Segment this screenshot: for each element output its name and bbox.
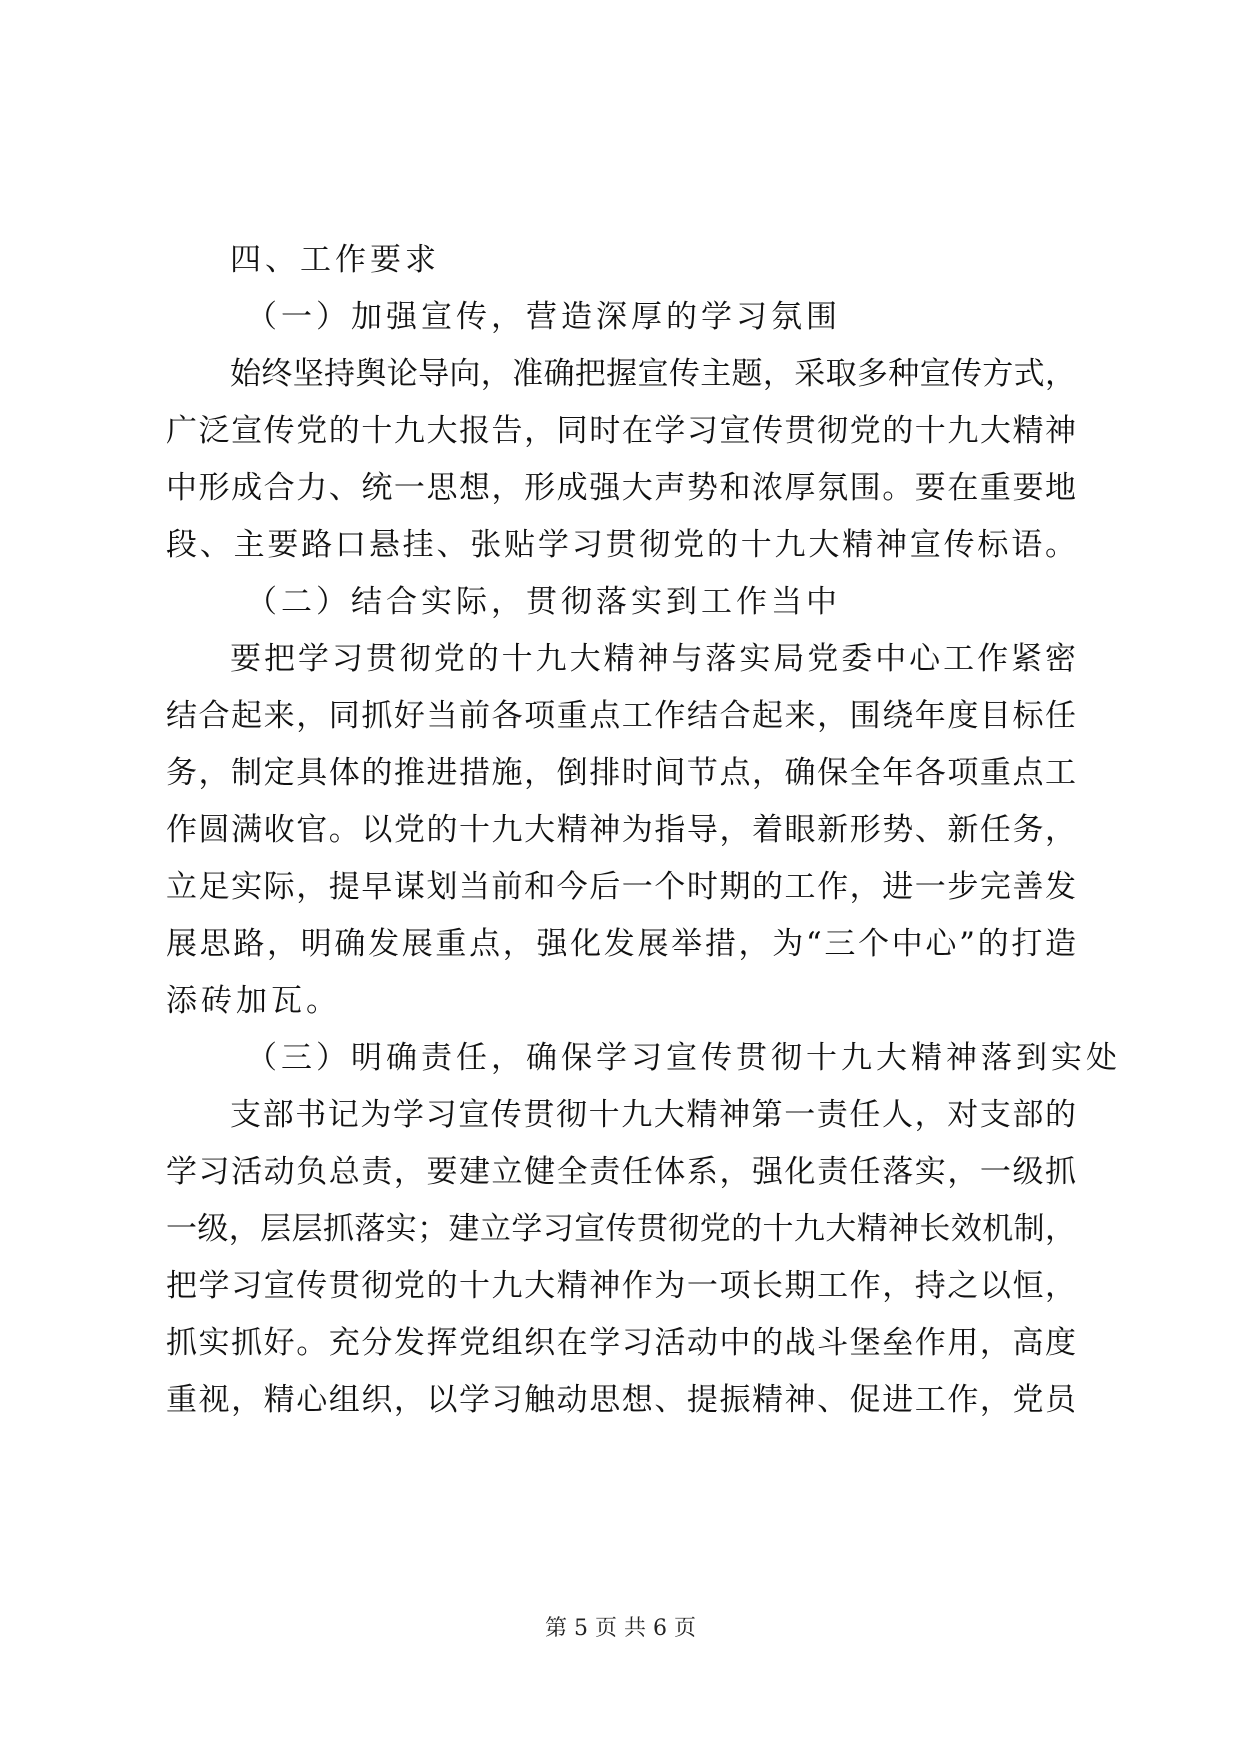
paragraph-line: 展思路，明确发展重点，强化发展举措，为“三个中心”的打造 [166, 926, 1076, 962]
paragraph-line: 始终坚持舆论导向，准确把握宣传主题，采取多种宣传方式， [230, 356, 1076, 392]
paragraph-line: 务，制定具体的推进措施，倒排时间节点，确保全年各项重点工 [166, 755, 1076, 791]
subsection-title-2: （二）结合实际，贯彻落实到工作当中 [246, 584, 841, 620]
subsection-title-1: （一）加强宣传，营造深厚的学习氛围 [246, 299, 841, 335]
paragraph-line: 重视，精心组织，以学习触动思想、提振精神、促进工作，党员 [166, 1382, 1076, 1418]
paragraph-line: 立足实际，提早谋划当前和今后一个时期的工作，进一步完善发 [166, 869, 1076, 905]
paragraph-line: 一级，层层抓落实；建立学习宣传贯彻党的十九大精神长效机制， [166, 1211, 1076, 1247]
document-body [166, 232, 1121, 1429]
subsection-title-3: （三）明确责任，确保学习宣传贯彻十九大精神落到实处 [246, 1040, 1121, 1076]
paragraph-line: 添砖加瓦。 [166, 983, 341, 1019]
paragraph-line: 支部书记为学习宣传贯彻十九大精神第一责任人，对支部的 [230, 1097, 1076, 1133]
section-heading: 四、工作要求 [230, 242, 440, 278]
paragraph-line: 作圆满收官。以党的十九大精神为指导，着眼新形势、新任务， [166, 812, 1076, 848]
paragraph-line: 中形成合力、统一思想，形成强大声势和浓厚氛围。要在重要地 [166, 470, 1076, 506]
page-footer: 第 5 页 共 6 页 [545, 1616, 696, 1641]
paragraph-line: 抓实抓好。充分发挥党组织在学习活动中的战斗堡垒作用，高度 [166, 1325, 1076, 1361]
paragraph-line: 学习活动负总责，要建立健全责任体系，强化责任落实，一级抓 [166, 1154, 1076, 1190]
paragraph-line: 要把学习贯彻党的十九大精神与落实局党委中心工作紧密 [230, 641, 1076, 677]
paragraph-line: 把学习宣传贯彻党的十九大精神作为一项长期工作，持之以恒， [166, 1268, 1076, 1304]
paragraph-line: 结合起来，同抓好当前各项重点工作结合起来，围绕年度目标任 [166, 698, 1076, 734]
paragraph-line: 广泛宣传党的十九大报告，同时在学习宣传贯彻党的十九大精神 [166, 413, 1076, 449]
paragraph-line: 段、主要路口悬挂、张贴学习贯彻党的十九大精神宣传标语。 [166, 527, 1076, 563]
